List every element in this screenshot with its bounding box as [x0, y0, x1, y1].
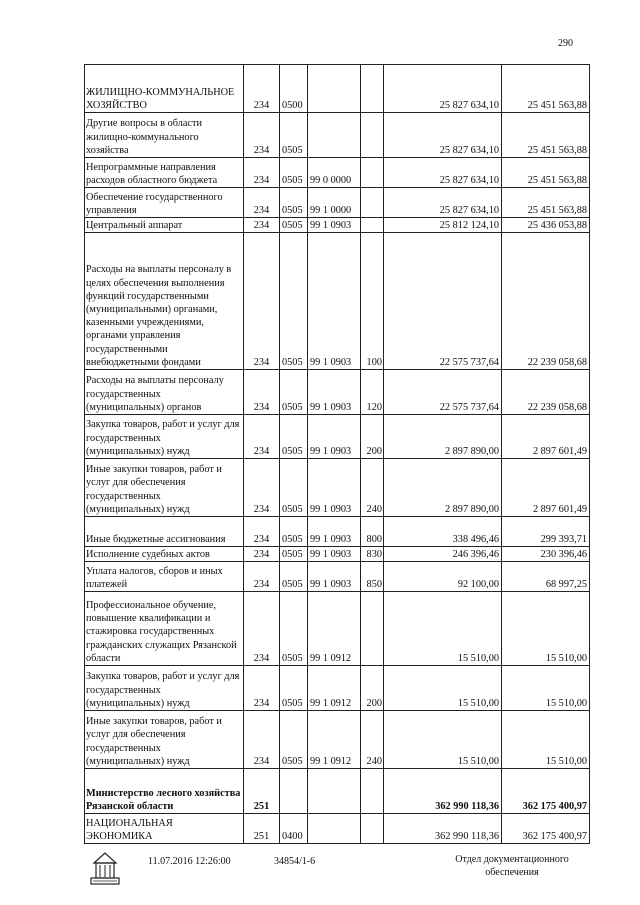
row-name: Исполнение судебных актов [85, 547, 244, 562]
row-planned-amount: 25 827 634,10 [384, 65, 502, 113]
row-name: Расходы на выплаты персоналу в целях обеспечения выполнения функций государственными (муниципальными) органами, казенными учреждениями, органами управления государственными внебюджетными фондами [85, 233, 244, 370]
row-section-code: 0505 [280, 562, 308, 592]
row-expense-type [361, 158, 384, 188]
row-executed-amount: 25 451 563,88 [502, 113, 590, 158]
row-planned-amount: 25 827 634,10 [384, 158, 502, 188]
row-dept-code: 234 [244, 113, 280, 158]
row-executed-amount: 15 510,00 [502, 592, 590, 666]
row-section-code: 0505 [280, 158, 308, 188]
row-planned-amount: 15 510,00 [384, 666, 502, 711]
row-name: ЖИЛИЩНО-КОММУНАЛЬНОЕ ХОЗЯЙСТВО [85, 65, 244, 113]
row-executed-amount: 25 451 563,88 [502, 188, 590, 218]
row-expense-type: 100 [361, 233, 384, 370]
row-article-code: 99 1 0903 [308, 415, 361, 459]
row-article-code: 99 1 0912 [308, 666, 361, 711]
row-name: Центральный аппарат [85, 218, 244, 233]
row-name: Обеспечение государственного управления [85, 188, 244, 218]
table-row [85, 65, 590, 113]
row-section-code: 0505 [280, 547, 308, 562]
table-row [85, 218, 590, 233]
row-planned-amount: 362 990 118,36 [384, 769, 502, 814]
row-planned-amount: 92 100,00 [384, 562, 502, 592]
footer-department: Отдел документационного обеспечения [455, 854, 569, 878]
row-article-code: 99 1 0903 [308, 233, 361, 370]
table-row [85, 370, 590, 415]
row-planned-amount: 25 812 124,10 [384, 218, 502, 233]
table-row [85, 547, 590, 562]
row-expense-type: 200 [361, 666, 384, 711]
row-name: Уплата налогов, сборов и иных платежей [85, 562, 244, 592]
row-name: Другие вопросы в области жилищно-коммунального хозяйства [85, 113, 244, 158]
row-name: Расходы на выплаты персоналу государственных (муниципальных) органов [85, 370, 244, 415]
table-row [85, 158, 590, 188]
row-dept-code: 234 [244, 65, 280, 113]
row-executed-amount: 230 396,46 [502, 547, 590, 562]
row-dept-code: 234 [244, 370, 280, 415]
row-expense-type: 200 [361, 415, 384, 459]
row-article-code [308, 113, 361, 158]
row-name: Непрограммные направления расходов областного бюджета [85, 158, 244, 188]
page-number: 290 [558, 38, 573, 49]
row-dept-code: 234 [244, 233, 280, 370]
table-row [85, 188, 590, 218]
row-executed-amount: 68 997,25 [502, 562, 590, 592]
row-expense-type [361, 113, 384, 158]
row-executed-amount: 362 175 400,97 [502, 814, 590, 844]
row-section-code [280, 769, 308, 814]
row-planned-amount: 362 990 118,36 [384, 814, 502, 844]
row-planned-amount: 22 575 737,64 [384, 233, 502, 370]
row-dept-code: 234 [244, 459, 280, 517]
emblem-icon [88, 849, 122, 889]
row-article-code: 99 1 0903 [308, 218, 361, 233]
row-dept-code: 234 [244, 517, 280, 547]
row-planned-amount: 22 575 737,64 [384, 370, 502, 415]
row-dept-code: 234 [244, 218, 280, 233]
row-dept-code: 234 [244, 188, 280, 218]
row-name: Закупка товаров, работ и услуг для государственных (муниципальных) нужд [85, 415, 244, 459]
row-executed-amount: 22 239 058,68 [502, 370, 590, 415]
row-expense-type [361, 814, 384, 844]
row-article-code: 99 1 0912 [308, 592, 361, 666]
row-planned-amount: 246 396,46 [384, 547, 502, 562]
table-row [85, 592, 590, 666]
row-section-code: 0505 [280, 517, 308, 547]
row-dept-code: 251 [244, 814, 280, 844]
row-section-code: 0500 [280, 65, 308, 113]
row-expense-type: 240 [361, 459, 384, 517]
row-article-code: 99 1 0903 [308, 370, 361, 415]
row-dept-code: 234 [244, 158, 280, 188]
row-name: Иные закупки товаров, работ и услуг для обеспечения государственных (муниципальных) нужд [85, 459, 244, 517]
row-planned-amount: 15 510,00 [384, 592, 502, 666]
row-article-code [308, 65, 361, 113]
table-body [85, 65, 590, 844]
row-expense-type: 800 [361, 517, 384, 547]
row-dept-code: 234 [244, 547, 280, 562]
table-row [85, 233, 590, 370]
row-planned-amount: 2 897 890,00 [384, 459, 502, 517]
row-executed-amount: 25 451 563,88 [502, 65, 590, 113]
row-expense-type [361, 769, 384, 814]
table-row [85, 562, 590, 592]
row-article-code: 99 1 0903 [308, 459, 361, 517]
row-article-code: 99 1 0903 [308, 562, 361, 592]
row-section-code: 0505 [280, 592, 308, 666]
row-planned-amount: 2 897 890,00 [384, 415, 502, 459]
row-expense-type: 240 [361, 711, 384, 769]
row-planned-amount: 15 510,00 [384, 711, 502, 769]
row-expense-type [361, 592, 384, 666]
row-name: НАЦИОНАЛЬНАЯ ЭКОНОМИКА [85, 814, 244, 844]
budget-table [84, 64, 590, 844]
footer-datetime: 11.07.2016 12:26:00 [148, 856, 231, 867]
row-article-code: 99 1 0903 [308, 517, 361, 547]
row-dept-code: 234 [244, 592, 280, 666]
row-executed-amount: 22 239 058,68 [502, 233, 590, 370]
row-article-code [308, 814, 361, 844]
row-executed-amount: 2 897 601,49 [502, 415, 590, 459]
row-section-code: 0505 [280, 666, 308, 711]
row-dept-code: 234 [244, 666, 280, 711]
row-expense-type: 850 [361, 562, 384, 592]
footer-doc-number: 34854/1-6 [274, 856, 316, 867]
row-expense-type: 830 [361, 547, 384, 562]
row-expense-type [361, 188, 384, 218]
row-article-code [308, 769, 361, 814]
row-dept-code: 234 [244, 415, 280, 459]
row-dept-code: 234 [244, 562, 280, 592]
row-planned-amount: 25 827 634,10 [384, 188, 502, 218]
row-section-code: 0505 [280, 233, 308, 370]
row-executed-amount: 15 510,00 [502, 711, 590, 769]
row-name: Министерство лесного хозяйства Рязанской области [85, 769, 244, 814]
row-planned-amount: 25 827 634,10 [384, 113, 502, 158]
row-name: Иные бюджетные ассигнования [85, 517, 244, 547]
table-row [85, 415, 590, 459]
row-executed-amount: 25 436 053,88 [502, 218, 590, 233]
row-section-code: 0400 [280, 814, 308, 844]
row-article-code: 99 1 0000 [308, 188, 361, 218]
table-row [85, 459, 590, 517]
row-section-code: 0505 [280, 188, 308, 218]
row-executed-amount: 299 393,71 [502, 517, 590, 547]
table-row [85, 666, 590, 711]
table-row [85, 711, 590, 769]
table-row [85, 769, 590, 814]
table-row [85, 113, 590, 158]
row-section-code: 0505 [280, 218, 308, 233]
row-expense-type [361, 218, 384, 233]
row-section-code: 0505 [280, 711, 308, 769]
row-executed-amount: 2 897 601,49 [502, 459, 590, 517]
table-row [85, 517, 590, 547]
row-expense-type [361, 65, 384, 113]
row-section-code: 0505 [280, 415, 308, 459]
row-expense-type: 120 [361, 370, 384, 415]
row-section-code: 0505 [280, 113, 308, 158]
row-section-code: 0505 [280, 370, 308, 415]
row-name: Профессиональное обучение, повышение квалификации и стажировка государственных гражданских служащих Рязанской области [85, 592, 244, 666]
row-article-code: 99 0 0000 [308, 158, 361, 188]
row-name: Иные закупки товаров, работ и услуг для обеспечения государственных (муниципальных) нужд [85, 711, 244, 769]
row-executed-amount: 15 510,00 [502, 666, 590, 711]
row-executed-amount: 362 175 400,97 [502, 769, 590, 814]
row-section-code: 0505 [280, 459, 308, 517]
row-name: Закупка товаров, работ и услуг для государственных (муниципальных) нужд [85, 666, 244, 711]
row-executed-amount: 25 451 563,88 [502, 158, 590, 188]
row-article-code: 99 1 0912 [308, 711, 361, 769]
row-dept-code: 251 [244, 769, 280, 814]
row-article-code: 99 1 0903 [308, 547, 361, 562]
row-dept-code: 234 [244, 711, 280, 769]
row-planned-amount: 338 496,46 [384, 517, 502, 547]
table-row [85, 814, 590, 844]
